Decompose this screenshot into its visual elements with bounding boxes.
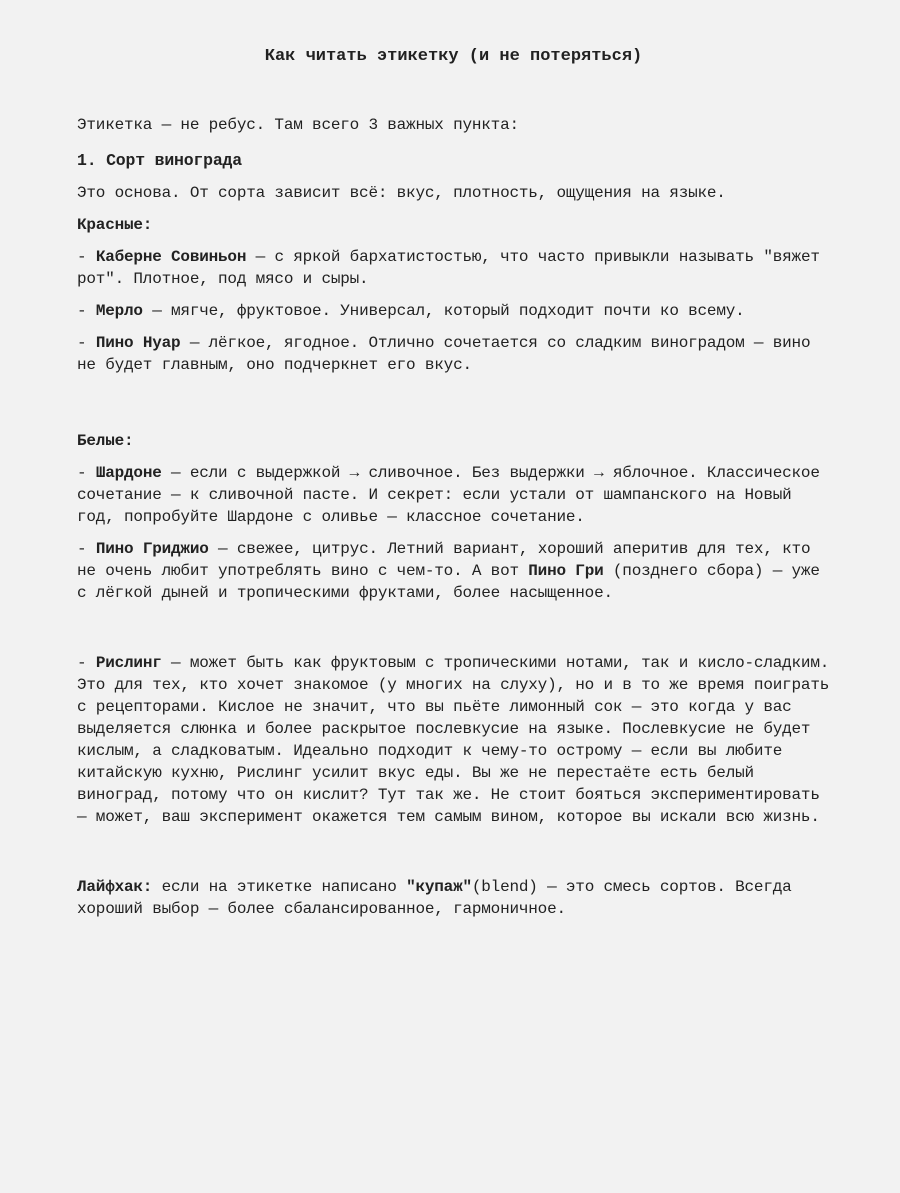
page-title: Как читать этикетку (и не потеряться) bbox=[264, 47, 643, 66]
wine-name: Пино Гри bbox=[528, 562, 604, 580]
lifehack-paragraph: Лайфхак: если на этикетке написано "купаж"(blend) — это смесь сортов. Всегда хороший выбор — более сбалансированное, гармоничное. bbox=[77, 878, 792, 918]
wine-name: Рислинг bbox=[95, 654, 162, 672]
section-heading-grape-variety: 1. Сорт винограда bbox=[77, 151, 242, 170]
section-intro-text: Это основа. От сорта зависит всё: вкус, плотность, ощущения на языке. bbox=[77, 184, 726, 202]
list-item-chardonnay: - Шардоне — если с выдержкой → сливочное. Без выдержки → яблочное. Классическое сочетание — к сливочной пасте. И секрет: если устали от шампанского на Новый год, попробуйте Шардоне с оливье — классное сочетание. bbox=[77, 464, 820, 526]
list-item-cabernet: - Каберне Совиньон — с яркой бархатистостью, что часто привыкли называть "вяжет рот". Плотное, под мясо и сыры. bbox=[77, 248, 820, 288]
wine-name: Пино Гриджио bbox=[95, 540, 209, 558]
list-item-riesling: - Рислинг — может быть как фруктовым с тропическими нотами, так и кисло-сладким. Это для тех, кто хочет знакомое (у многих на слуху), но и в то же время поиграть с рецепторами. Кислое не значит, что вы пьёте лимонный сок — это когда у вас выделяется слюнка и более раскрытое послевкусие на языке. Послевкусие не будет кислым, а сладковатым. Идеально подходит к чему-то острому — если вы любите китайскую кухню, Рислинг усилит вкус еды. Вы же не перестаёте есть белый виноград, потому что он кислит? Тут так же. Не стоит бояться экспериментировать — может, ваш эксперимент окажется тем самым вином, которое вы искали всю жизнь. bbox=[77, 654, 830, 826]
list-item-pinot-noir: - Пино Нуар — лёгкое, ягодное. Отлично сочетается со сладким виноградом — вино не будет главным, оно подчеркнет его вкус. bbox=[77, 334, 811, 374]
intro-paragraph: Этикетка — не ребус. Там всего 3 важных пункта: bbox=[77, 116, 519, 134]
wine-name: Каберне Совиньон bbox=[95, 248, 247, 266]
lifehack-label: Лайфхак: bbox=[77, 878, 153, 896]
list-item-pinot-grigio: - Пино Гриджио — свежее, цитрус. Летний вариант, хороший аперитив для тех, кто не очень любит употреблять вино с чем-то. А вот Пино Гри (позднего сбора) — уже с лёгкой дыней и тропическими фруктами, более насыщенное. bbox=[77, 540, 820, 602]
reds-label: Красные: bbox=[77, 216, 153, 234]
list-item-merlot: - Мерло — мягче, фруктовое. Универсал, который подходит почти ко всему. bbox=[77, 302, 745, 320]
wine-name: Мерло bbox=[95, 302, 143, 320]
blend-term: "купаж" bbox=[406, 878, 472, 896]
whites-label: Белые: bbox=[77, 432, 134, 450]
wine-name: Шардоне bbox=[95, 464, 162, 482]
wine-name: Пино Нуар bbox=[95, 334, 181, 352]
